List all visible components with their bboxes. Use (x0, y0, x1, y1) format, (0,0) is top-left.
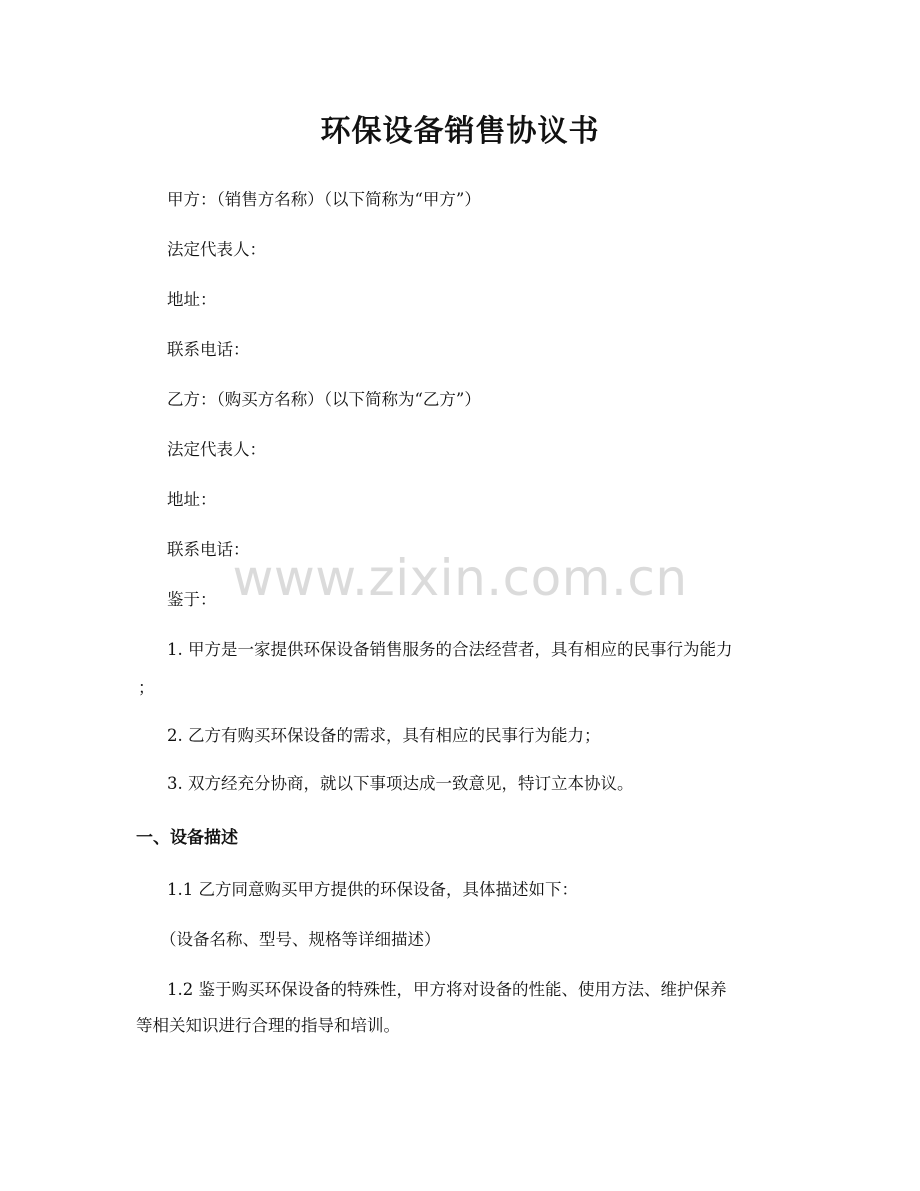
party-b-rep-line: 法定代表人： (167, 440, 266, 459)
section-1-heading: 一、设备描述 (136, 828, 238, 848)
whereas-item-3: 3. 双方经充分协商，就以下事项达成一致意见，特订立本协议。 (167, 774, 634, 793)
clause-1-2: 1.2 鉴于购买环保设备的特殊性，甲方将对设备的性能、使用方法、维护保养 (167, 980, 727, 999)
equipment-placeholder: （设备名称、型号、规格等详细描述） (160, 930, 441, 949)
party-b-address-line: 地址： (167, 490, 217, 509)
party-b-phone-line: 联系电话： (167, 540, 250, 559)
clause-1-2-continuation: 等相关知识进行合理的指导和培训。 (136, 1016, 400, 1035)
whereas-item-1: 1. 甲方是一家提供环保设备销售服务的合法经营者，具有相应的民事行为能力 (167, 640, 733, 659)
party-b-name-line: 乙方：（购买方名称）（以下简称为“乙方”） (167, 390, 481, 409)
whereas-item-2: 2. 乙方有购买环保设备的需求，具有相应的民事行为能力； (167, 726, 601, 745)
watermark: www.zixin.com.cn (232, 549, 688, 607)
whereas-label: 鉴于： (167, 590, 217, 609)
party-a-address-line: 地址： (167, 290, 217, 309)
whereas-item-1-continuation: ； (138, 678, 155, 697)
clause-1-1: 1.1 乙方同意购买甲方提供的环保设备，具体描述如下： (167, 880, 578, 899)
party-a-rep-line: 法定代表人： (167, 240, 266, 259)
party-a-name-line: 甲方：（销售方名称）（以下简称为“甲方”） (167, 190, 481, 209)
document-title: 环保设备销售协议书 (320, 114, 600, 149)
party-a-phone-line: 联系电话： (167, 340, 250, 359)
